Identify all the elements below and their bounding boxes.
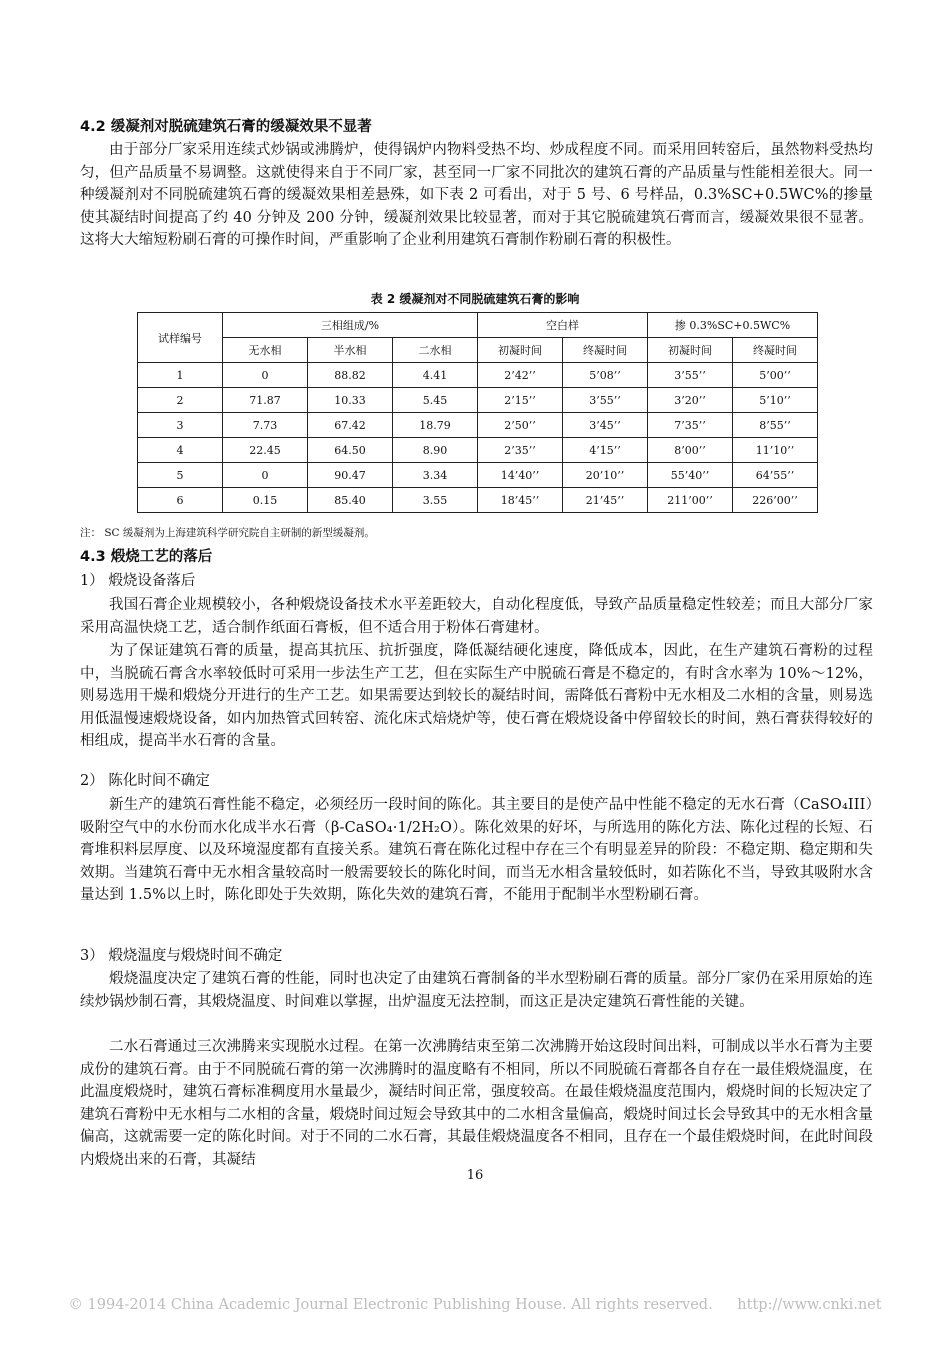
table-row [138,413,818,438]
table-2 [137,312,818,513]
table-header-row [138,313,818,338]
table-cell: 2’50’’ [478,413,563,438]
table-cell: 20’10’’ [563,463,648,488]
page-number: 16 [466,1168,484,1183]
table-cell: 3’20’’ [648,388,733,413]
table-2-caption: 表 2 缓凝剂对不同脱硫建筑石膏的影响 [370,292,580,306]
section-4-3-heading: 4.3 煅烧工艺的落后 [80,549,213,565]
table-cell: 6 [138,488,223,513]
item-3-paragraph-1: 煅烧温度决定了建筑石膏的性能，同时也决定了由建筑石膏制备的半水型粉刷石膏的质量。部分厂家仍在采用原始的连续炒锅炒制石膏，其煅烧温度、时间难以掌握，出炉温度无法控制，而这正是决定建筑石膏性能的关键。 [80,971,873,1010]
table-cell: 8’00’’ [648,438,733,463]
table-cell: 21’45’’ [563,488,648,513]
table-cell: 3’55’’ [648,363,733,388]
table-cell: 2’35’’ [478,438,563,463]
table-cell: 64’55’’ [733,463,818,488]
table-row [138,363,818,388]
footer-url[interactable]: http://www.cnki.net [737,1297,882,1313]
table-row [138,388,818,413]
col-dosed-group: 掺 0.3%SC+0.5WC% [648,313,818,338]
table-cell: 8.90 [393,438,478,463]
section-4-2-paragraph: 由于部分厂家采用连续式炒锅或沸腾炉，使得锅炉内物料受热不均、炒成程度不同。而采用回转窑后，虽然物料受热均匀，但产品质量不易调整。这就使得来自于不同厂家，甚至同一厂家不同批次的建筑石膏的产品质量与性能相差很大。同一种缓凝剂对不同脱硫建筑石膏的缓凝效果相差悬殊，如下表 2 可看出，对于 5 号、6 号样品，0.3%SC+0.5WC%的掺量使其凝结时间提高了约 40 分钟及 200 分钟，缓凝剂效果比较显著，而对于其它脱硫建筑石膏而言，缓凝效果很不显著。这将大大缩短粉刷石膏的可操作时间，严重影响了企业利用建筑石膏制作粉刷石膏的积极性。 [80,142,873,249]
item-3-title: 3） 煅烧温度与煅烧时间不确定 [80,948,283,964]
table-note: 注： SC 缓凝剂为上海建筑科学研究院自主研制的新型缓凝剂。 [80,527,375,539]
table-cell: 88.82 [308,363,393,388]
col-anhydrous: 无水相 [223,338,308,363]
table-cell: 2’15’’ [478,388,563,413]
table-cell: 55’40’’ [648,463,733,488]
table-cell: 226’00’’ [733,488,818,513]
item-1-paragraph-1: 我国石膏企业规模较小，各种煅烧设备技术水平差距较大，自动化程度低，导致产品质量稳定性较差；而且大部分厂家采用高温快烧工艺，适合制作纸面石膏板，但不适合用于粉体石膏建材。 [80,597,873,636]
table-cell: 3.34 [393,463,478,488]
item-2-title: 2） 陈化时间不确定 [80,773,210,789]
table-cell: 0 [223,363,308,388]
table-cell: 4 [138,438,223,463]
col-phase-group: 三相组成/% [223,313,478,338]
table-cell: 1 [138,363,223,388]
table-cell: 7’35’’ [648,413,733,438]
table-cell: 71.87 [223,388,308,413]
table-cell: 0.15 [223,488,308,513]
table-cell: 5 [138,463,223,488]
table-cell: 18’45’’ [478,488,563,513]
footer-copyright: © 1994-2014 China Academic Journal Electronic Publishing House. All rights reserved. [68,1297,713,1313]
item-3-paragraph-2: 二水石膏通过三次沸腾来实现脱水过程。在第一次沸腾结束至第二次沸腾开始这段时间出料，可制成以半水石膏为主要成份的建筑石膏。由于不同脱硫石膏的第一次沸腾时的温度略有不相同，所以不同脱硫石膏都各自存在一最佳煅烧温度，在此温度煅烧时，建筑石膏标准稠度用水量最少，凝结时间正常，强度较高。在最佳煅烧温度范围内，煅烧时间的长短决定了建筑石膏粉中无水相与二水相的含量，煅烧时间过短会导致其中的二水相含量偏高，煅烧时间过长会导致其中的无水相含量偏高，这就需要一定的陈化时间。对于不同的二水石膏，其最佳煅烧温度各不相同，且存在一个最佳煅烧时间，在此时间段内煅烧出来的石膏，其凝结 [80,1039,873,1168]
col-dihydrate: 二水相 [393,338,478,363]
col-dosed-initial: 初凝时间 [648,338,733,363]
table-cell: 85.40 [308,488,393,513]
table-cell: 5’10’’ [733,388,818,413]
table-cell: 8’55’’ [733,413,818,438]
table-cell: 3 [138,413,223,438]
table-cell: 22.45 [223,438,308,463]
table-cell: 18.79 [393,413,478,438]
table-cell: 5’00’’ [733,363,818,388]
table-cell: 3.55 [393,488,478,513]
table-cell: 4.41 [393,363,478,388]
table-cell: 211’00’’ [648,488,733,513]
table-cell: 7.73 [223,413,308,438]
table-cell: 10.33 [308,388,393,413]
table-row [138,488,818,513]
col-dosed-final: 终凝时间 [733,338,818,363]
section-4-2-heading: 4.2 缓凝剂对脱硫建筑石膏的缓凝效果不显著 [80,119,372,135]
table-body [138,363,818,513]
table-cell: 2’42’’ [478,363,563,388]
table-row [138,438,818,463]
footer [0,1297,950,1313]
col-hemihydrate: 半水相 [308,338,393,363]
table-cell: 5.45 [393,388,478,413]
col-blank-final: 终凝时间 [563,338,648,363]
table-cell: 14’40’’ [478,463,563,488]
col-blank-group: 空白样 [478,313,648,338]
col-sample-no: 试样编号 [138,313,223,363]
table-cell: 64.50 [308,438,393,463]
table-cell: 5’08’’ [563,363,648,388]
table-row [138,463,818,488]
table-cell: 3’55’’ [563,388,648,413]
table-cell: 90.47 [308,463,393,488]
col-blank-initial: 初凝时间 [478,338,563,363]
item-1-paragraph-2: 为了保证建筑石膏的质量，提高其抗压、抗折强度，降低凝结硬化速度，降低成本，因此，在生产建筑石膏粉的过程中，当脱硫石膏含水率较低时可采用一步法生产工艺，但在实际生产中脱硫石膏是不稳定的，有时含水率为 10%～12%，则易选用干燥和煅烧分开进行的生产工艺。如果需要达到较长的凝结时间，需降低石膏粉中无水相及二水相的含量，则易选用低温慢速煅烧设备，如内加热管式回转窑、流化床式焙烧炉等，使石膏在煅烧设备中停留较长的时间，熟石膏获得较好的相组成，提高半水石膏的含量。 [80,643,873,750]
item-1-title: 1） 煅烧设备落后 [80,573,196,589]
table-cell: 2 [138,388,223,413]
table-subheader-row [138,338,818,363]
table-cell: 11’10’’ [733,438,818,463]
table-cell: 4’15’’ [563,438,648,463]
item-2-paragraph-1: 新生产的建筑石膏性能不稳定，必须经历一段时间的陈化。其主要目的是使产品中性能不稳定的无水石膏（CaSO₄III）吸附空气中的水份而水化成半水石膏（β-CaSO₄·1/2H₂O）。陈化效果的好坏，与所选用的陈化方法、陈化过程的长短、石膏堆积料层厚度、以及环境湿度都有直接关系。建筑石膏在陈化过程中存在三个有明显差异的阶段：不稳定期、稳定期和失效期。当建筑石膏中无水相含量较高时一般需要较长的陈化时间，而当无水相含量较低时，如若陈化不当，导致其吸附水含量达到 1.5%以上时，陈化即处于失效期，陈化失效的建筑石膏，不能用于配制半水型粉刷石膏。 [80,797,873,904]
table-cell: 3’45’’ [563,413,648,438]
table-cell: 0 [223,463,308,488]
table-cell: 67.42 [308,413,393,438]
